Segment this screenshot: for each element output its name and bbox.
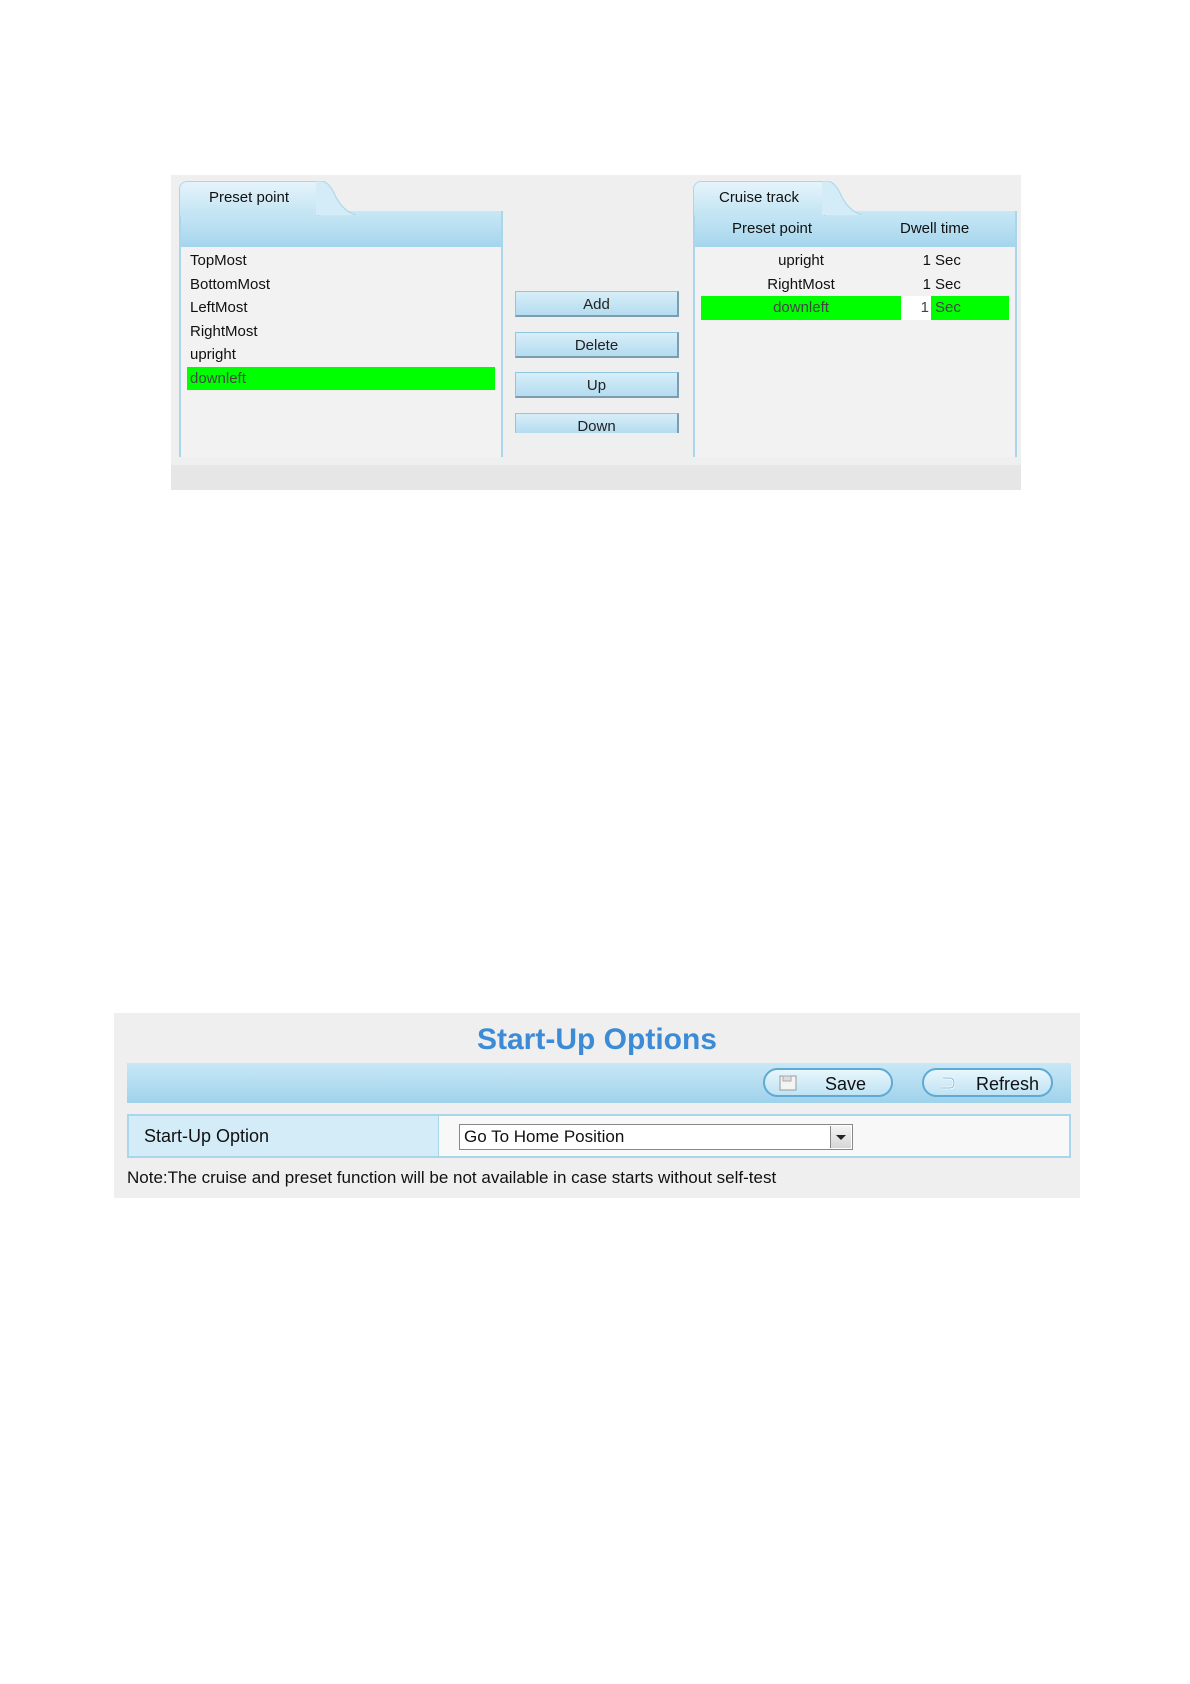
track-dwell: 1	[922, 252, 931, 269]
tab-label: Cruise track	[718, 189, 800, 206]
cruise-track-column-headers	[695, 211, 1015, 247]
track-preset: downleft	[773, 299, 829, 316]
list-item[interactable]: upright	[190, 346, 236, 363]
table-row-selected[interactable]	[701, 296, 1009, 320]
column-header-dwell-time: Dwell time	[900, 220, 970, 237]
refresh-label: Refresh	[976, 1074, 1040, 1094]
tab-label: Preset point	[208, 189, 290, 206]
list-item-selected[interactable]: downleft	[187, 367, 495, 391]
delete-button[interactable]: Delete	[515, 332, 679, 358]
cruise-track-frame	[693, 211, 1017, 457]
list-item[interactable]: TopMost	[190, 252, 247, 269]
note-text: Note:The cruise and preset function will be not available in case starts without self-test	[127, 1168, 777, 1187]
tab-slope	[316, 181, 356, 215]
save-label: Save	[825, 1074, 867, 1094]
select-value: Go To Home Position	[464, 1127, 625, 1146]
startup-option-select[interactable]	[459, 1124, 853, 1150]
list-item[interactable]: LeftMost	[190, 299, 248, 316]
preset-point-frame	[179, 211, 503, 457]
toolbar	[127, 1063, 1071, 1103]
tab-preset-point	[179, 181, 319, 216]
column-header-preset-point: Preset point	[732, 220, 813, 237]
table-row[interactable]	[701, 273, 1009, 297]
save-button[interactable]	[763, 1068, 893, 1097]
tab-slope	[822, 181, 862, 215]
preset-point-list	[187, 249, 495, 390]
chevron-down-icon[interactable]	[830, 1126, 851, 1148]
cruise-track-list	[701, 249, 1009, 320]
list-item[interactable]: BottomMost	[190, 275, 271, 293]
track-unit: Sec	[935, 299, 961, 316]
startup-options-panel	[114, 1013, 1080, 1198]
preset-point-header	[181, 211, 501, 247]
track-dwell: 1	[922, 275, 931, 293]
track-unit: Sec	[935, 275, 961, 293]
track-preset: upright	[778, 252, 824, 269]
startup-option-row	[127, 1114, 1071, 1158]
startup-option-label: Start-Up Option	[129, 1116, 439, 1156]
list-item[interactable]: RightMost	[190, 322, 258, 340]
up-button[interactable]: Up	[515, 372, 679, 398]
cruise-panel	[171, 175, 1021, 490]
track-preset: RightMost	[767, 275, 835, 293]
track-dwell-input[interactable]: 1	[901, 296, 931, 320]
down-button[interactable]: Down	[515, 413, 679, 433]
cruise-panel-footer	[171, 465, 1021, 490]
tab-cruise-track	[693, 181, 825, 216]
track-unit: Sec	[935, 252, 961, 269]
refresh-button[interactable]	[922, 1068, 1053, 1097]
page-title: Start-Up Options	[477, 1023, 717, 1056]
table-row[interactable]	[701, 249, 1009, 273]
add-button[interactable]: Add	[515, 291, 679, 317]
save-icon	[779, 1075, 797, 1091]
undo-icon	[938, 1075, 956, 1091]
